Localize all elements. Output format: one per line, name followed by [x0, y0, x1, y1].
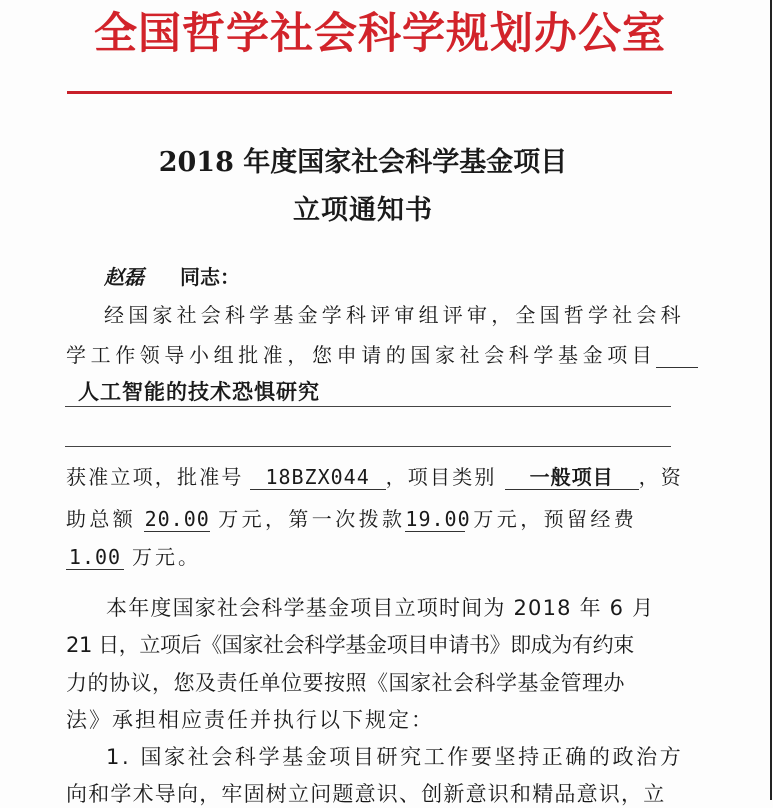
paragraph2-line4: 法》承担相应责任并执行以下规定： — [66, 708, 434, 732]
document-title-line1: 2018 年度国家社会科学基金项目 — [158, 147, 568, 178]
approval-number: 18BZX044 — [250, 465, 386, 490]
paragraph2-line3: 力的协议，您及责任单位要按照《国家社会科学基金管理办 — [66, 671, 625, 695]
item1-line1: 1. 国家社会科学基金项目研究工作要坚持正确的政治方 — [106, 745, 684, 769]
reserved-amount: 1.00 — [66, 545, 124, 570]
project-name: 人工智能的技术恐惧研究 — [78, 380, 320, 404]
unit-label-1: 万元，第一次拨款 — [218, 507, 406, 531]
approval-line2 — [66, 505, 672, 533]
paragraph2-line2: 21 日，立项后《国家社会科学基金项目申请书》即成为有约束 — [66, 633, 634, 657]
paragraph1-line2-text: 学工作领导小组批准，您申请的国家社会科学基金项目 — [66, 343, 657, 367]
recipient-name: 赵磊 — [104, 265, 144, 289]
category-label: ，项目类别 — [385, 465, 497, 489]
project-name-underline-1 — [65, 406, 671, 407]
unit-label-3: 万元。 — [132, 545, 201, 569]
item1-line2: 向和学术导向，牢固树立问题意识、创新意识和精品意识，立 — [66, 782, 666, 806]
total-label: 助总额 — [66, 507, 137, 531]
approval-line3 — [66, 543, 672, 571]
paragraph1-line2 — [66, 341, 672, 369]
project-category: 一般项目 — [505, 465, 639, 490]
first-payment-amount: 19.00 — [405, 507, 471, 531]
letterhead-red-rule — [67, 91, 672, 94]
document-title-line2: 立项通知书 — [293, 195, 433, 226]
page-edge-border — [770, 0, 772, 800]
unit-label-2: 万元，预留经费 — [473, 507, 638, 531]
project-name-underline-2 — [65, 446, 671, 447]
approval-line1 — [66, 463, 684, 491]
paragraph1-line1: 经国家社会科学基金学科评审组评审，全国哲学社会科 — [104, 303, 685, 327]
salutation-suffix: 同志： — [180, 265, 240, 289]
approval-suffix: ，资 — [638, 465, 684, 489]
letterhead-org-name: 全国哲学社会科学规划办公室 — [94, 9, 666, 59]
project-name-blank — [656, 343, 698, 368]
approval-prefix: 获准立项，批准号 — [66, 465, 244, 489]
paragraph2-line1: 本年度国家社会科学基金项目立项时间为 2018 年 6 月 — [106, 596, 655, 620]
total-amount: 20.00 — [144, 507, 210, 531]
salutation — [104, 263, 240, 291]
